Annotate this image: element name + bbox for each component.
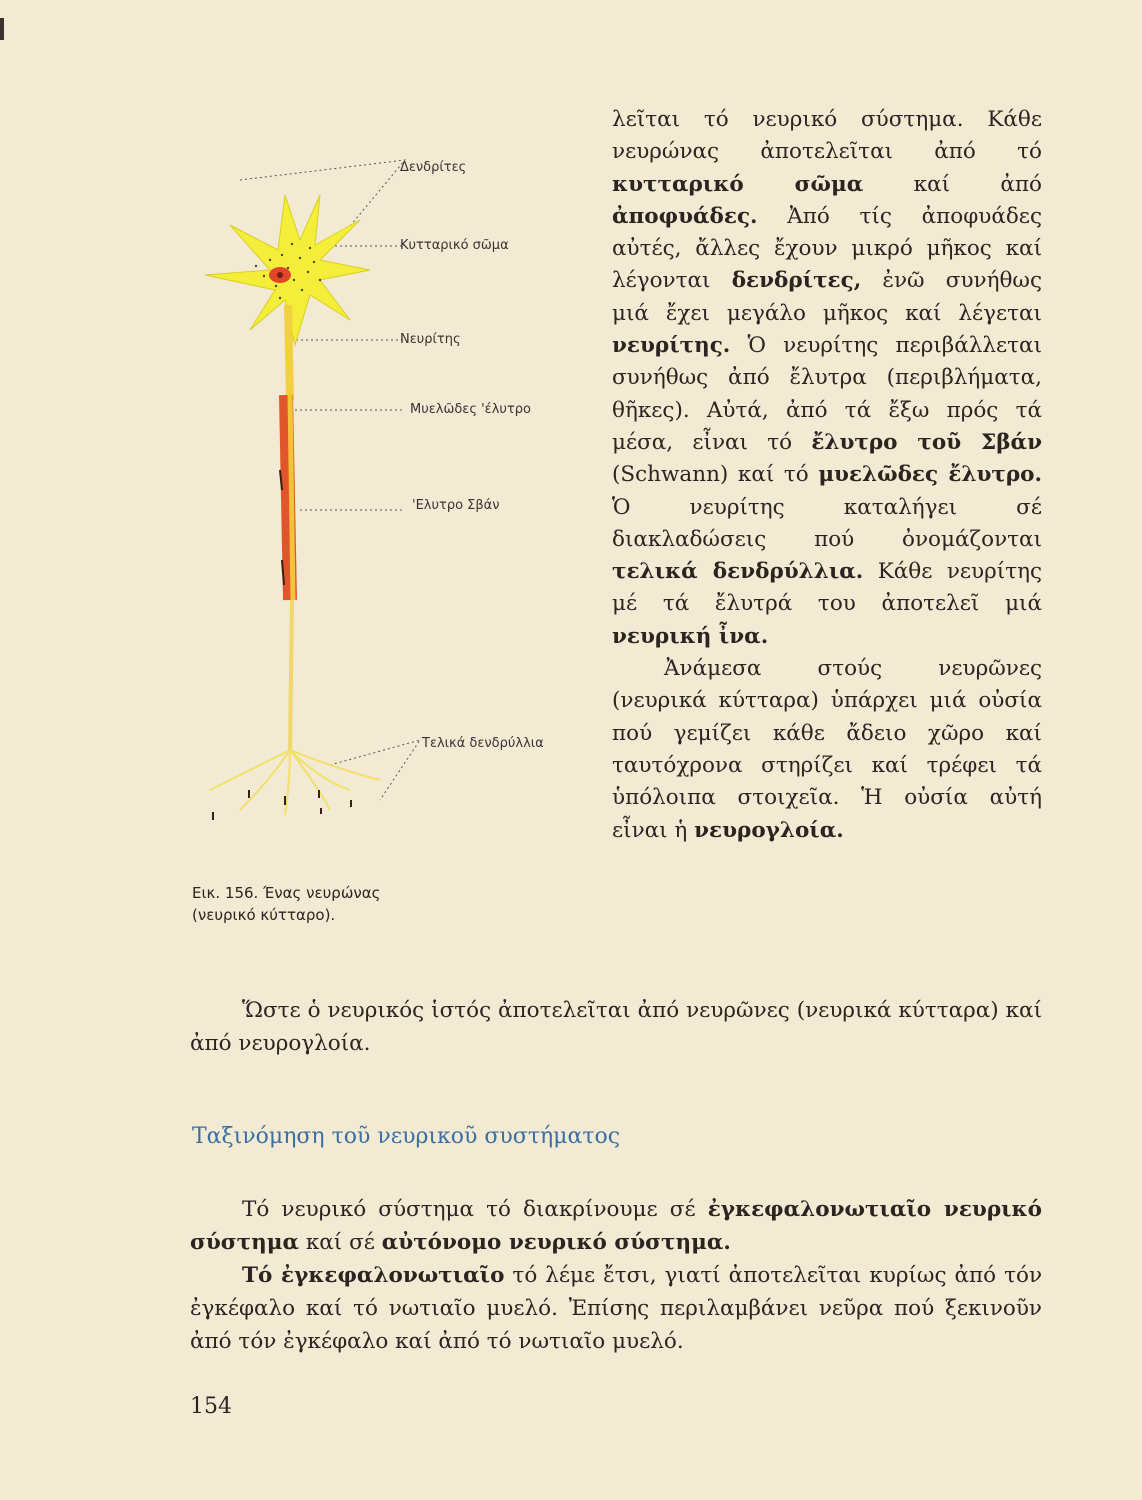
bold-term: κυτταρικό σῶμα — [612, 171, 864, 197]
caption-line-1: Εικ. 156. Ένας νευρώνας — [192, 884, 381, 902]
figure-caption — [192, 882, 492, 926]
bold-term: ἔλυτρο τοῦ Σβάν — [811, 429, 1042, 455]
text-run: ἐνῶ συνήθως μιά ἔχει μεγάλο μῆκος καί λέγεται — [612, 268, 1042, 326]
bold-term: Τό ἐγκεφαλονωτιαῖο — [242, 1263, 505, 1288]
caption-line-2: (νευρικό κύτταρο). — [192, 906, 336, 924]
bold-term: τελικά δενδρύλλια. — [612, 559, 864, 585]
label-neurite: Νευρίτης — [400, 332, 461, 347]
text-run: λεῖται τό νευρικό σύστημα. Κάθε νευρώνας ἀποτελεῖται ἀπό τό — [612, 107, 1042, 165]
label-schwann-sheath: 'Ελυτρο Σβάν — [412, 498, 500, 513]
page-number: 154 — [190, 1394, 232, 1419]
summary-text: Ὥστε ὁ νευρικός ἱστός ἀποτελεῖται ἀπό νευρῶνες (νευρικά κύτταρα) καί ἀπό νευρογλοία. — [190, 998, 1042, 1056]
text-run: Ἀπό τίς ἀποφυάδες αὐτές, ἄλλες ἔχουν μικρό μῆκος καί λέγονται — [612, 203, 1042, 294]
text-run: (Schwann) καί τό — [612, 462, 819, 488]
page-edge-mark — [0, 18, 4, 40]
label-dendrites: Δενδρίτες — [400, 160, 467, 175]
text-run: καί ἀπό — [863, 171, 1042, 197]
text-run: Ἀνάμεσα στούς νευρῶνες (νευρικά κύτταρα) ὑπάρχει μιά οὐσία πού γεμίζει κάθε ἄδειο χῶρο καί ταυτόχρονα στηρίζει καί τρέφει τά ὑπόλοιπα στοιχεῖα. Ἡ οὐσία αὐτή εἶναι ἡ — [612, 656, 1042, 843]
summary-paragraph — [190, 994, 1042, 1060]
text-run: Τό νευρικό σύστημα τό διακρίνουμε σέ — [242, 1197, 708, 1222]
text-run: τό λέμε ἔτσι, γιατί ἀποτελεῖται κυρίως ἀπό τόν ἐγκέφαλο καί τό νωτιαῖο μυελό. Ἐπίσης περιλαμβάνει νεῦρα πού ξεκινοῦν ἀπό τόν ἐγκέφαλο καί ἀπό τό νωτιαῖο μυελό. — [190, 1263, 1043, 1354]
cerebrospinal-paragraph — [190, 1259, 1042, 1358]
bold-term: δενδρίτες, — [731, 268, 862, 294]
bold-term: νευρική ἶνα. — [612, 623, 769, 649]
neuron-illustration — [190, 140, 590, 940]
bold-term: ἀποφυάδες. — [612, 203, 758, 229]
bold-term: μυελῶδες ἔλυτρο. — [818, 462, 1042, 488]
text-run: καί σέ — [299, 1230, 382, 1255]
bold-term: νευρίτης. — [612, 333, 731, 359]
classification-text — [190, 1193, 1042, 1358]
label-terminal-dendrites: Τελικά δενδρύλλια — [422, 736, 544, 751]
text-run: Κάθε νευρίτης μέ τά ἔλυτρά του ἀποτελεῖ μιά — [612, 559, 1042, 617]
bold-term: ἐγκεφαλονωτιαῖο νευρικό σύστημα — [190, 1197, 1042, 1255]
text-run: Ὁ νευρίτης καταλήγει σέ διακλαδώσεις πού ὀνομάζονται — [612, 494, 1042, 552]
label-myelin-sheath: Μυελῶδες 'έλυτρο — [410, 402, 531, 417]
classification-paragraph — [190, 1193, 1042, 1259]
text-run: Ὁ νευρίτης περιβάλλεται συνήθως ἀπό ἔλυτρα (περιβλήματα, θῆκες). Αὐτά, ἀπό τά ἔξω πρός τά μέσα, εἶναι τό — [612, 333, 1042, 455]
right-text-column — [612, 104, 1042, 847]
neuroglia-paragraph — [612, 653, 1042, 847]
section-heading: Ταξινόμηση τοῦ νευρικοῦ συστήματος — [192, 1124, 621, 1149]
neuron-description-paragraph — [612, 104, 1042, 653]
neuron-figure — [190, 140, 590, 940]
bold-term: αὐτόνομο νευρικό σύστημα. — [381, 1230, 731, 1255]
label-cell-body: Κυτταρικό σῶμα — [400, 238, 509, 253]
bold-term: νευρογλοία. — [694, 817, 844, 843]
